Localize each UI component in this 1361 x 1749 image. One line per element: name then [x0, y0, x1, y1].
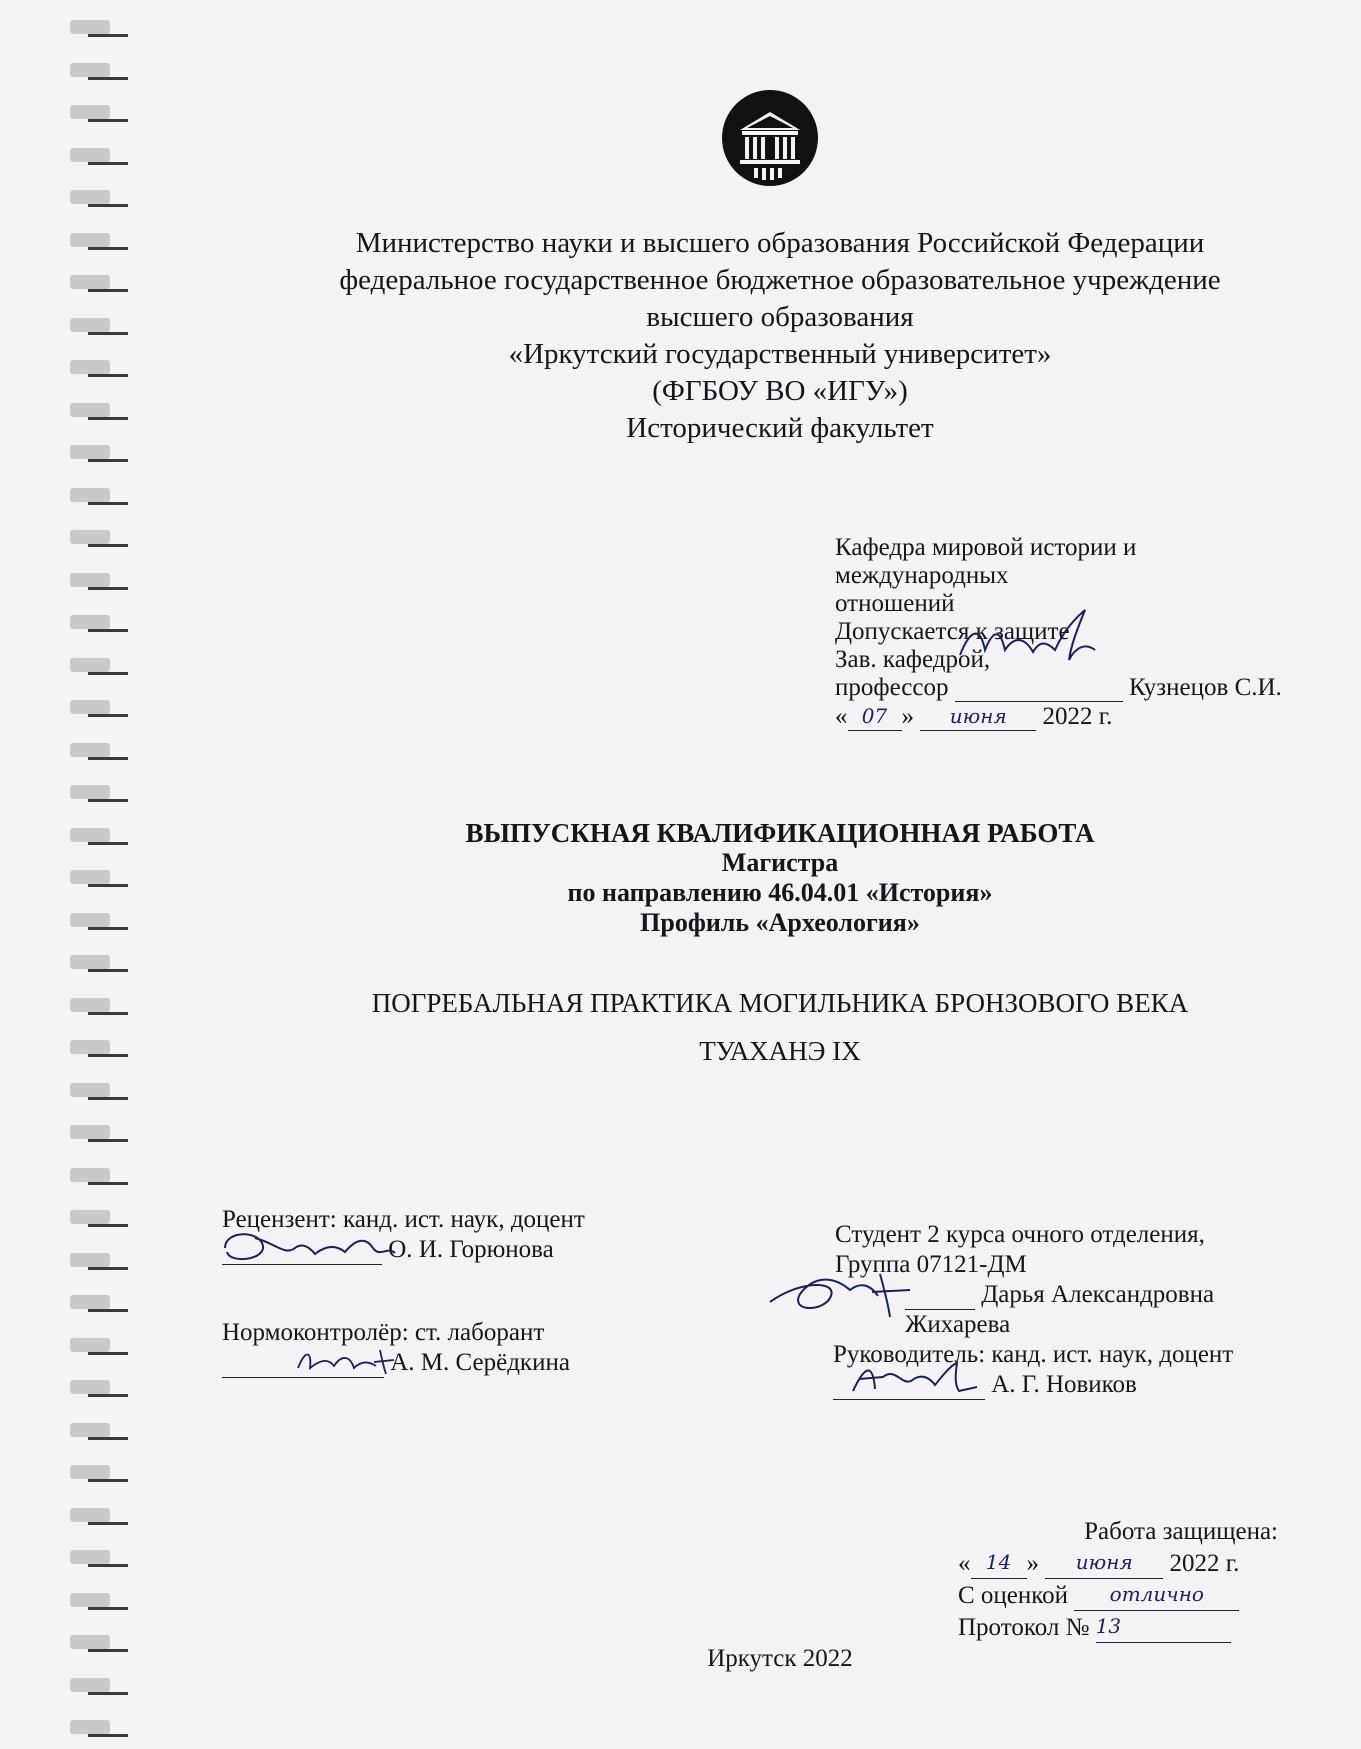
binding-ring [70, 573, 128, 591]
city-year: Иркутск 2022 [707, 1645, 853, 1672]
defense-day: 14 [971, 1547, 1027, 1579]
binding-ring [70, 1295, 128, 1313]
binding-ring [70, 700, 128, 718]
header-block [300, 225, 1260, 447]
supervisor-signature [845, 1355, 985, 1400]
binding-ring [70, 1210, 128, 1228]
binding-ring [70, 1550, 128, 1568]
head-signature-line [835, 674, 1305, 702]
head-signature [945, 600, 1130, 670]
department-line-2: отношений [835, 590, 955, 617]
defense-block [958, 1516, 1278, 1643]
student-signature [760, 1262, 920, 1322]
binding-ring [70, 275, 128, 293]
binding-ring [70, 360, 128, 378]
binding-ring [70, 1168, 128, 1186]
admit-line: Допускается к защите [835, 618, 1070, 645]
approval-month: июня [920, 702, 1036, 731]
reviewer-signature [215, 1218, 405, 1278]
defense-status: Работа защищена: [1084, 1518, 1278, 1545]
approval-day: 07 [848, 702, 902, 731]
binding-ring [70, 190, 128, 208]
grade-line [958, 1579, 1278, 1611]
binding-ring [70, 148, 128, 166]
binding-ring [70, 233, 128, 251]
department-line-1: Кафедра мировой истории и международных [835, 534, 1137, 589]
university-abbr: (ФГБОУ ВО «ИГУ») [652, 375, 908, 407]
student-course: Студент 2 курса очного отделения, [835, 1221, 1205, 1248]
binding-ring [70, 318, 128, 336]
binding-ring [70, 1635, 128, 1653]
work-title-block [300, 818, 1260, 938]
faculty-name: Исторический факультет [626, 412, 934, 444]
spiral-binding [0, 0, 135, 1749]
binding-ring [70, 1423, 128, 1441]
binding-ring [70, 658, 128, 676]
grade-label: С оценкой [958, 1582, 1069, 1609]
binding-ring [70, 1253, 128, 1271]
thesis-title-line-2: ТУАХАНЭ IX [699, 1036, 861, 1066]
binding-ring [70, 870, 128, 888]
institution-level-line: высшего образования [646, 301, 914, 333]
reviewer-name: О. И. Горюнова [388, 1236, 554, 1263]
binding-ring [70, 615, 128, 633]
binding-ring [70, 785, 128, 803]
thesis-title-line-1: ПОГРЕБАЛЬНАЯ ПРАКТИКА МОГИЛЬНИКА БРОНЗОВОГО ВЕКА [371, 988, 1189, 1018]
defense-month: июня [1045, 1547, 1163, 1579]
binding-ring [70, 530, 128, 548]
binding-ring [70, 998, 128, 1016]
work-profile: Профиль «Археология» [640, 908, 920, 937]
prof-label: профессор [835, 674, 949, 701]
binding-ring [70, 1678, 128, 1696]
binding-ring [70, 1125, 128, 1143]
binding-ring [70, 1465, 128, 1483]
binding-ring [70, 1380, 128, 1398]
student-signature-line [905, 1280, 1305, 1340]
defense-year: 2022 г. [1169, 1550, 1240, 1577]
binding-ring [70, 403, 128, 421]
binding-ring [70, 445, 128, 463]
grade-value: отлично [1074, 1579, 1239, 1611]
binding-ring [70, 1040, 128, 1058]
binding-ring [70, 1720, 128, 1738]
binding-ring [70, 828, 128, 846]
head-name: Кузнецов С.И. [1129, 674, 1282, 701]
normcontrol-name: А. М. Серёдкина [390, 1349, 570, 1376]
head-signature-field [955, 677, 1123, 702]
binding-ring [70, 1083, 128, 1101]
binding-ring [70, 1593, 128, 1611]
defense-date-line: « 14 » июня 2022 г. [958, 1547, 1278, 1579]
head-title: Зав. кафедрой, [835, 646, 991, 673]
protocol-label: Протокол № [958, 1614, 1090, 1641]
work-direction: по направлению 46.04.01 «История» [567, 878, 993, 907]
student-group: Группа 07121-ДМ [835, 1251, 1027, 1278]
ministry-line: Министерство науки и высшего образования Российской Федерации [355, 227, 1205, 259]
binding-ring [70, 743, 128, 761]
approval-year: 2022 г. [1042, 703, 1113, 730]
binding-ring [70, 105, 128, 123]
protocol-number: 13 [1096, 1611, 1231, 1643]
university-name: «Иркутский государственный университет» [508, 338, 1052, 370]
supervisor-label: Руководитель: канд. ист. наук, доцент [833, 1341, 1234, 1368]
binding-ring [70, 63, 128, 81]
normcontrol-block [222, 1318, 652, 1378]
normcontrol-signature [290, 1340, 400, 1380]
work-degree: Магистра [721, 848, 839, 877]
binding-ring [70, 1338, 128, 1356]
work-type: ВЫПУСКНАЯ КВАЛИФИКАЦИОННАЯ РАБОТА [465, 818, 1095, 848]
binding-ring [70, 1508, 128, 1526]
binding-ring [70, 955, 128, 973]
protocol-line [958, 1611, 1278, 1643]
supervisor-name: А. Г. Новиков [991, 1371, 1137, 1398]
normcontrol-label: Нормоконтролёр: ст. лаборант [222, 1319, 545, 1346]
approval-date-line: « 07 » июня 2022 г. [835, 703, 1113, 730]
binding-ring [70, 20, 128, 38]
university-logo [720, 88, 820, 188]
binding-ring [70, 913, 128, 931]
student-name: Дарья Александровна Жихарева [905, 1281, 1215, 1338]
binding-ring [70, 488, 128, 506]
reviewer-label: Рецензент: канд. ист. наук, доцент [222, 1206, 585, 1233]
normcontrol-signature-line [222, 1348, 652, 1378]
institution-type-line: федеральное государственное бюджетное образовательное учреждение [339, 264, 1221, 296]
